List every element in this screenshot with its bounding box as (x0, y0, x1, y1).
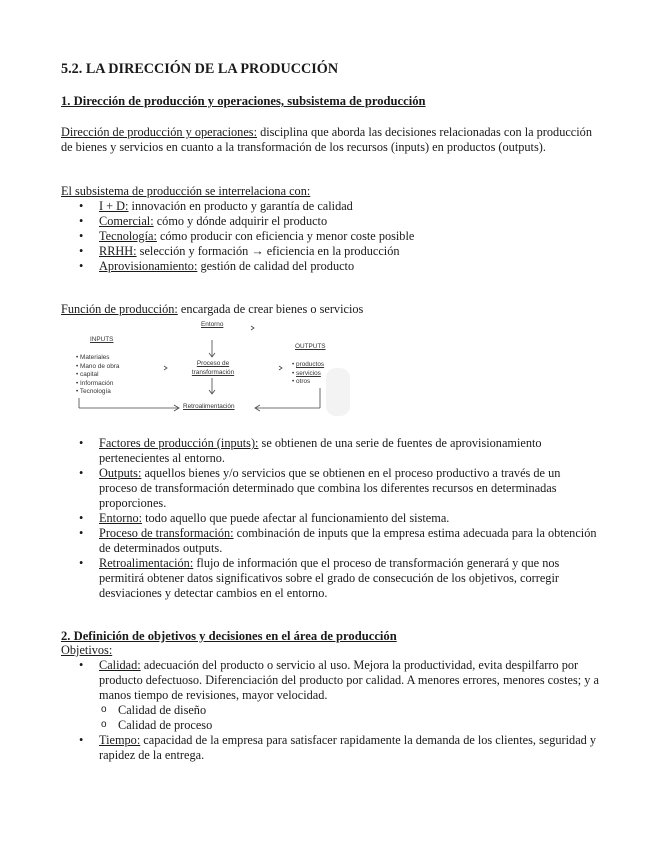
diagram-feedback-label: Retroalimentación (183, 403, 235, 410)
diagram-outputs-title: OUTPUTS (295, 343, 326, 350)
section-2-heading: 2. Definición de objetivos y decisiones en el área de producción (61, 629, 397, 643)
list-item: • Materiales (76, 354, 119, 363)
objectives-list (61, 658, 601, 763)
definition-term: Dirección de producción y operaciones: (61, 125, 257, 139)
objectives-label: Objetivos: (61, 643, 113, 657)
list-item: • Outputs: aquellos bienes y/o servicios que se obtienen en el proceso productivo a través de un proceso de transformación determinado que combina los diferentes recursos en determinadas proporciones. (61, 466, 601, 511)
quality-sublist (99, 703, 601, 733)
list-item: o Calidad de proceso (99, 718, 601, 733)
list-item: • Factores de producción (inputs): se obtienen de una serie de fuentes de aprovisionamiento pertenecientes al entorno. (61, 436, 601, 466)
list-item: • Retroalimentación: flujo de información que el proceso de transformación generará y que nos permitirá obtener datos significativos sobre el grado de consecución de los objetivos, corregir desviaciones y detectar cambios en el entorno. (61, 556, 601, 601)
subsystem-list (61, 199, 601, 274)
list-item: • Proceso de transformación: combinación de inputs que la empresa estima adecuada para la obtención de determinados outputs. (61, 526, 601, 556)
diagram-inputs-list (76, 354, 119, 397)
list-item: • Tiempo: capacidad de la empresa para satisfacer rapidamente la demanda de los clientes, seguridad y rapidez de la entrega. (61, 733, 601, 763)
function-paragraph: Función de producción: encargada de crear bienes o servicios (61, 302, 364, 316)
list-item: • I + D: innovación en producto y garantía de calidad (61, 199, 601, 214)
diagram-process-label: Proceso de transformación (191, 360, 235, 376)
section-1-heading: 1. Dirección de producción y operaciones, subsistema de producción (61, 94, 426, 108)
diagram-outputs-list (292, 361, 324, 387)
list-item: • Tecnología: cómo producir con eficiencia y menor coste posible (61, 229, 601, 244)
page-title: 5.2. LA DIRECCIÓN DE LA PRODUCCIÓN (61, 61, 339, 77)
subsystem-intro: El subsistema de producción se interrelaciona con: (61, 184, 311, 198)
diagram-inputs-title: INPUTS (90, 336, 114, 343)
concepts-list (61, 436, 601, 601)
list-item: • Entorno: todo aquello que puede afectar al funcionamiento del sistema. (61, 511, 601, 526)
list-item: • RRHH: selección y formación → eficiencia en la producción (61, 244, 601, 259)
list-item: • Tecnología (76, 388, 119, 397)
list-item: • servicios (292, 370, 324, 379)
list-item: • Aprovisionamiento: gestión de calidad del producto (61, 259, 601, 274)
list-item: • Mano de obra (76, 363, 119, 372)
list-item: • capital (76, 371, 119, 380)
list-item: • Información (76, 380, 119, 389)
list-item: • Comercial: cómo y dónde adquirir el producto (61, 214, 601, 229)
diagram-entorno-label: Entorno (201, 321, 224, 328)
list-item: • otros (292, 378, 324, 387)
definition-text: disciplina que aborda las decisiones relacionadas con la producción de bienes y servicios en cuanto a la transformación de los recursos (inputs) en productos (outputs). (61, 125, 592, 154)
list-item: • productos (292, 361, 324, 370)
list-item: o Calidad de diseño (99, 703, 601, 718)
production-diagram (74, 318, 364, 418)
definition-paragraph (61, 125, 601, 155)
list-item: • Calidad: adecuación del producto o servicio al uso. Mejora la productividad, evita despilfarro por producto defectuoso. Diferenciación del producto por calidad. A menores errores, menores costes; y a manos tiempo de revisiones, mayor velocidad. o Calidad de diseño o Calidad de proceso (61, 658, 601, 733)
